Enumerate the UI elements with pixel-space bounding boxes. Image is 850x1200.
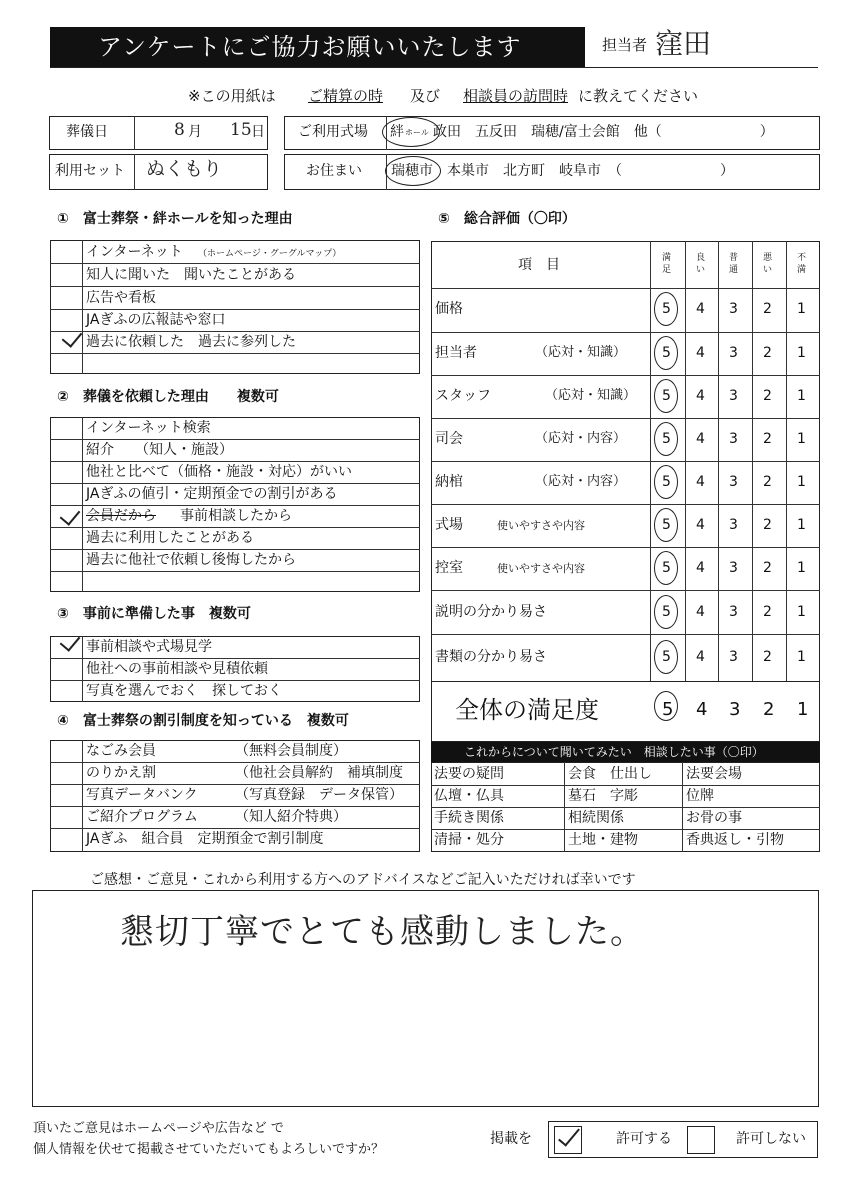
hall-label: ご利用式場: [298, 124, 368, 140]
rating-sub-waiting: 使いやすさや内容: [497, 562, 585, 575]
q4-desc-norikae: （他社会員解約 補填制度: [235, 765, 403, 781]
score-number[interactable]: 2: [763, 301, 772, 317]
q2-item-search: インターネット検索: [86, 420, 211, 436]
score-number[interactable]: 1: [797, 649, 806, 665]
score-number[interactable]: 3: [729, 388, 738, 404]
score-number[interactable]: 4: [696, 388, 705, 404]
funeral-date-label: 葬儀日: [66, 124, 108, 140]
q2-item-ja: JAぎふの値引・定期預金での割引がある: [86, 486, 338, 502]
set-value: ぬくもり: [146, 158, 223, 180]
score-number[interactable]: 3: [729, 301, 738, 317]
score-number[interactable]: 5: [662, 388, 671, 404]
score-number[interactable]: 1: [797, 699, 809, 720]
q1-item-ad: 広告や看板: [86, 290, 156, 306]
rating-label-encoffin: 納棺: [435, 474, 463, 490]
score-number[interactable]: 1: [797, 474, 806, 490]
score-number[interactable]: 3: [729, 517, 738, 533]
future-cell: 土地・建物: [568, 832, 638, 848]
notice-suffix: に教えてください: [578, 87, 699, 105]
rating-sub-staff: （応対・知識）: [535, 345, 627, 360]
score-number[interactable]: 2: [763, 388, 772, 404]
future-cell: 法要の疑問: [434, 766, 504, 782]
rating-item-header: 項 目: [518, 257, 560, 273]
score-number[interactable]: 5: [662, 560, 671, 576]
address-options: 瑞穂市 本巣市 北方町 岐阜市 （ ）: [391, 163, 734, 179]
rating-label-mc: 司会: [435, 431, 463, 447]
q2-title: ② 葬儀を依頼した理由 複数可: [57, 389, 279, 405]
q1-item-past: 過去に依頼した 過去に参列した: [86, 334, 296, 350]
score-number[interactable]: 4: [696, 431, 705, 447]
comments-prompt: ご感想・ご意見・これから利用する方へのアドバイスなどご記入いただければ幸いです: [90, 872, 636, 888]
q2-item-used: 過去に利用したことがある: [86, 530, 254, 546]
scale-header-bad: 悪い: [763, 253, 773, 275]
rating-sub-mc: （応対・内容）: [535, 431, 627, 446]
q4-desc-photo: （写真登録 データ保管）: [235, 787, 403, 803]
score-number[interactable]: 2: [763, 474, 772, 490]
future-cell: 清掃・処分: [434, 832, 504, 848]
score-number[interactable]: 2: [763, 604, 772, 620]
q1-title: ① 富士葬祭・絆ホールを知った理由: [57, 211, 293, 227]
notice-mid: 及び: [410, 87, 441, 105]
q4-desc-referral: （知人紹介特典）: [235, 809, 347, 825]
q5-title: ⑤ 総合評価（〇印）: [438, 211, 576, 227]
q4-name-norikae: のりかえ割: [86, 765, 156, 781]
rating-label-hall: 式場: [435, 517, 463, 533]
future-cell: 位牌: [686, 788, 714, 804]
score-number[interactable]: 3: [729, 649, 738, 665]
consent-line1: 頂いたご意見はホームページや広告など で: [33, 1121, 284, 1136]
q3-title: ③ 事前に準備した事 複数可: [57, 606, 251, 622]
notice-prefix: ※この用紙は: [188, 87, 276, 105]
score-number[interactable]: 4: [696, 474, 705, 490]
score-number[interactable]: 1: [797, 604, 806, 620]
day-unit: 日: [251, 124, 265, 140]
score-number[interactable]: 5: [662, 517, 671, 533]
notice-time2: 相談員の訪問時: [463, 87, 569, 105]
rating-sub-hall: 使いやすさや内容: [497, 519, 585, 532]
q1-item-ja: JAぎふの広報誌や窓口: [86, 312, 226, 328]
rating-sub-crew: （応対・知識）: [545, 388, 637, 403]
score-circle: [654, 640, 678, 674]
rating-label-waiting: 控室: [435, 560, 463, 576]
future-title: これからについて聞いてみたい 相談したい事（〇印）: [464, 745, 764, 759]
q1-item-friend: 知人に聞いた 聞いたことがある: [86, 267, 296, 283]
score-circle: [654, 508, 678, 542]
score-circle: [654, 465, 678, 499]
day-value: 15: [230, 120, 252, 140]
q3-item-other: 他社への事前相談や見積依頼: [86, 661, 268, 677]
scale-header-good: 良い: [696, 253, 706, 275]
future-cell: 仏壇・仏具: [434, 788, 504, 804]
score-number[interactable]: 5: [662, 604, 671, 620]
q2-item-compare: 他社と比べて（価格・施設・対応）がいい: [86, 464, 352, 480]
score-number[interactable]: 2: [763, 345, 772, 361]
score-circle: [654, 292, 678, 326]
future-cell: 墓石 字彫: [568, 788, 638, 804]
future-cell: お骨の事: [686, 810, 742, 826]
rating-label-explanation: 説明の分かり易さ: [435, 604, 547, 620]
scale-header-unsatisfied: 不満: [797, 253, 807, 275]
address-label: お住まい: [306, 163, 362, 179]
rating-label-price: 価格: [435, 301, 463, 317]
q1-internet-sub: （ホームページ・グーグルマップ）: [198, 249, 342, 259]
q2-handwritten: 事前相談したから: [180, 508, 292, 524]
score-number[interactable]: 2: [763, 699, 775, 720]
score-number[interactable]: 4: [696, 560, 705, 576]
deny-checkbox[interactable]: [687, 1126, 715, 1154]
score-number[interactable]: 1: [797, 431, 806, 447]
score-number[interactable]: 3: [729, 345, 738, 361]
staff-name: 窪田: [655, 27, 712, 60]
score-number[interactable]: 5: [662, 474, 671, 490]
score-number[interactable]: 2: [763, 431, 772, 447]
score-number[interactable]: 5: [662, 699, 674, 720]
q3-item-photo: 写真を選んでおく 探しておく: [86, 683, 282, 699]
score-number[interactable]: 4: [696, 301, 705, 317]
hall-options: 政田 五反田 瑞穂/富士会館 他（ ）: [433, 124, 774, 140]
rating-sub-encoffin: （応対・内容）: [535, 474, 627, 489]
future-cell: 会食 仕出し: [568, 766, 652, 782]
set-label: 利用セット: [55, 163, 125, 179]
q4-name-referral: ご紹介プログラム: [86, 809, 198, 825]
hall-small: ホール: [405, 128, 429, 137]
q2-item-member: 会員だから: [86, 508, 156, 524]
score-number[interactable]: 3: [729, 699, 741, 720]
score-number[interactable]: 4: [696, 699, 708, 720]
rating-table: [431, 241, 820, 742]
score-number[interactable]: 5: [662, 649, 671, 665]
future-cell: 法要会場: [686, 766, 742, 782]
future-cell: 相続関係: [568, 810, 624, 826]
q4-desc-nagomi: （無料会員制度）: [235, 743, 347, 759]
score-number[interactable]: 1: [797, 517, 806, 533]
score-circle: [654, 551, 678, 585]
score-number[interactable]: 4: [696, 649, 705, 665]
allow-label: 許可する: [616, 1131, 672, 1147]
month-value: 8: [174, 120, 185, 140]
score-number[interactable]: 1: [797, 345, 806, 361]
q2-item-referral: 紹介 （知人・施設）: [86, 442, 233, 458]
rating-label-staff: 担当者: [435, 345, 477, 361]
score-number[interactable]: 4: [696, 604, 705, 620]
q4-name-ja: JAぎふ 組合員 定期預金で割引制度: [86, 831, 324, 847]
future-cell: 香典返し・引物: [686, 832, 784, 848]
overall-label: 全体の満足度: [455, 696, 599, 724]
rating-label-documents: 書類の分かり易さ: [435, 649, 547, 665]
q1-item-internet: インターネット: [86, 244, 183, 260]
consent-label: 掲載を: [490, 1131, 532, 1147]
score-number[interactable]: 2: [763, 560, 772, 576]
deny-label: 許可しない: [736, 1131, 806, 1147]
rating-label-crew: スタッフ: [435, 388, 491, 404]
score-number[interactable]: 5: [662, 301, 671, 317]
q4-name-nagomi: なごみ会員: [86, 743, 156, 759]
comments-text: 懇切丁寧でとても感動しました。: [120, 912, 645, 952]
scale-header-satisfied: 満足: [662, 253, 672, 275]
score-number[interactable]: 1: [797, 301, 806, 317]
score-circle: [654, 595, 678, 629]
q3-item-consult: 事前相談や式場見学: [86, 639, 212, 655]
score-number[interactable]: 5: [662, 345, 671, 361]
score-number[interactable]: 2: [763, 517, 772, 533]
score-number[interactable]: 2: [763, 649, 772, 665]
score-circle: [654, 422, 678, 456]
score-number[interactable]: 4: [696, 345, 705, 361]
hall-kizuna: 絆: [390, 124, 404, 140]
score-number[interactable]: 1: [797, 388, 806, 404]
score-number[interactable]: 3: [729, 431, 738, 447]
q2-item-regret: 過去に他社で依頼し後悔したから: [86, 552, 296, 568]
score-number[interactable]: 4: [696, 517, 705, 533]
future-cell: 手続き関係: [434, 810, 504, 826]
score-circle: [654, 691, 678, 721]
notice-time1: ご精算の時: [308, 87, 384, 105]
page-title: アンケートにご協力お願いいたします: [98, 33, 522, 61]
score-number[interactable]: 5: [662, 431, 671, 447]
score-number[interactable]: 3: [729, 474, 738, 490]
q4-title: ④ 富士葬祭の割引制度を知っている 複数可: [57, 713, 349, 729]
consent-line2: 個人情報を伏せて掲載させていただいてもよろしいですか？: [33, 1142, 385, 1157]
score-circle: [654, 379, 678, 413]
score-number[interactable]: 1: [797, 560, 806, 576]
score-circle: [654, 336, 678, 370]
scale-header-normal: 普通: [729, 253, 739, 275]
score-number[interactable]: 3: [729, 560, 738, 576]
q4-name-photo: 写真データバンク: [86, 787, 198, 803]
staff-label: 担当者: [602, 36, 648, 54]
month-unit: 月: [188, 124, 202, 140]
score-number[interactable]: 3: [729, 604, 738, 620]
